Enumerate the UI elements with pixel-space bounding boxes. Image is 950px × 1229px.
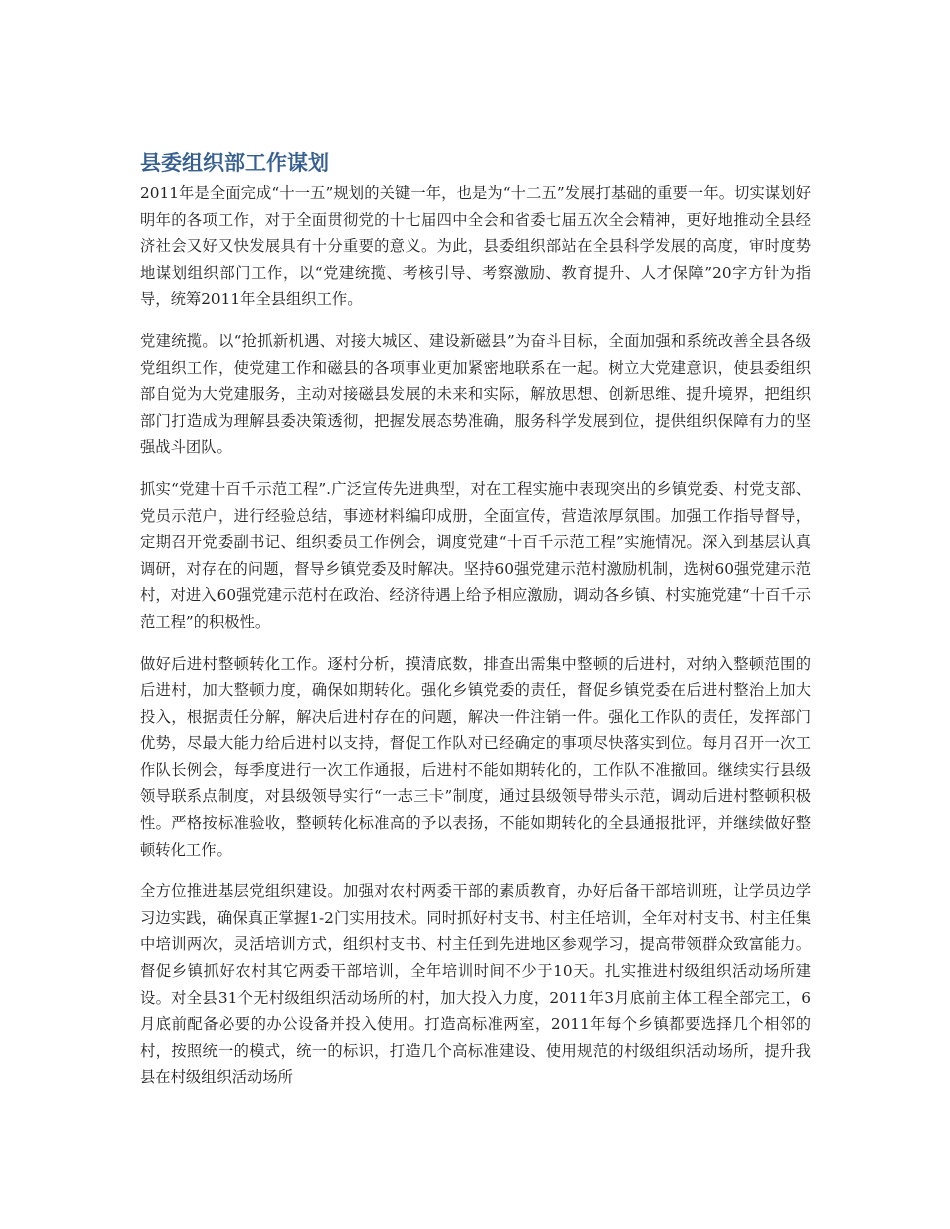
- document-title: 县委组织部工作谋划: [140, 151, 329, 175]
- document-body: [140, 148, 811, 1106]
- paragraph-demonstration-project: 抓实“党建十百千示范工程”.广泛宣传先进典型，对在工程实施中表现突出的乡镇党委、村党支部、党员示范户，进行经验总结，事迹材料编印成册，全面宣传，营造浓厚氛围。加强工作指导督导，定期召开党委副书记、组织委员工作例会，调度党建“十百千示范工程”实施情况。深入到基层认真调研，对存在的问题，督导乡镇党委及时解决。坚持60强党建示范村激励机制，选树60强党建示范村，对进入60强党建示范村在政治、经济待遇上给予相应激励，调动各乡镇、村实施党建“十百千示范工程”的积极性。: [140, 479, 811, 631]
- paragraph-intro: 2011年是全面完成“十一五”规划的关键一年，也是为“十二五”发展打基础的重要一年。切实谋划好明年的各项工作，对于全面贯彻党的十七届四中全会和省委七届五次全会精神，更好地推动全县经济社会又好又快发展具有十分重要的意义。为此，县委组织部站在全县科学发展的高度，审时度势地谋划组织部门工作，以“党建统揽、考核引导、考察激励、教育提升、人才保障”20字方针为指导，统筹2011年全县组织工作。: [140, 184, 811, 309]
- paragraph-grassroots-organization: 全方位推进基层党组织建设。加强对农村两委干部的素质教育，办好后备干部培训班，让学员边学习边实践，确保真正掌握1-2门实用技术。同时抓好村支书、村主任培训，全年对村支书、村主任集中培训两次，灵活培训方式，组织村支书、村主任到先进地区参观学习，提高带领群众致富能力。督促乡镇抓好农村其它两委干部培训，全年培训时间不少于10天。扎实推进村级组织活动场所建设。对全县31个无村级组织活动场所的村，加大投入力度，2011年3月底前主体工程全部完工，6月底前配备必要的办公设备并投入使用。打造高标准两室，2011年每个乡镇都要选择几个相邻的村，按照统一的模式，统一的标识，打造几个高标准建设、使用规范的村级组织活动场所，提升我县在村级组织活动场所: [140, 882, 811, 1087]
- paragraph-party-building: 党建统揽。以“抢抓新机遇、对接大城区、建设新磁县”为奋斗目标，全面加强和系统改善全县各级党组织工作，使党建工作和磁县的各项事业更加紧密地联系在一起。树立大党建意识，使县委组织部自觉为大党建服务，主动对接磁县发展的未来和实际，解放思想、创新思维、提升境界，把组织部门打造成为理解县委决策透彻，把握发展态势准确，服务科学发展到位，提供组织保障有力的坚强战斗团队。: [140, 331, 811, 457]
- paragraph-backward-village-rectification: 做好后进村整顿转化工作。逐村分析，摸清底数，排查出需集中整顿的后进村，对纳入整顿范围的后进村，加大整顿力度，确保如期转化。强化乡镇党委的责任，督促乡镇党委在后进村整治上加大投入，根据责任分解，解决后进村存在的问题，解决一件注销一件。强化工作队的责任，发挥部门优势，尽最大能力给后进村以支持，督促工作队对已经确定的事项尽快落实到位。每月召开一次工作队长例会，每季度进行一次工作通报，后进村不能如期转化的，工作队不准撤回。继续实行县级领导联系点制度，对县级领导实行“一志三卡”制度，通过县级领导带头示范，调动后进村整顿积极性。严格按标准验收，整顿转化标准高的予以表扬，不能如期转化的全县通报批评，并继续做好整顿转化工作。: [140, 654, 811, 859]
